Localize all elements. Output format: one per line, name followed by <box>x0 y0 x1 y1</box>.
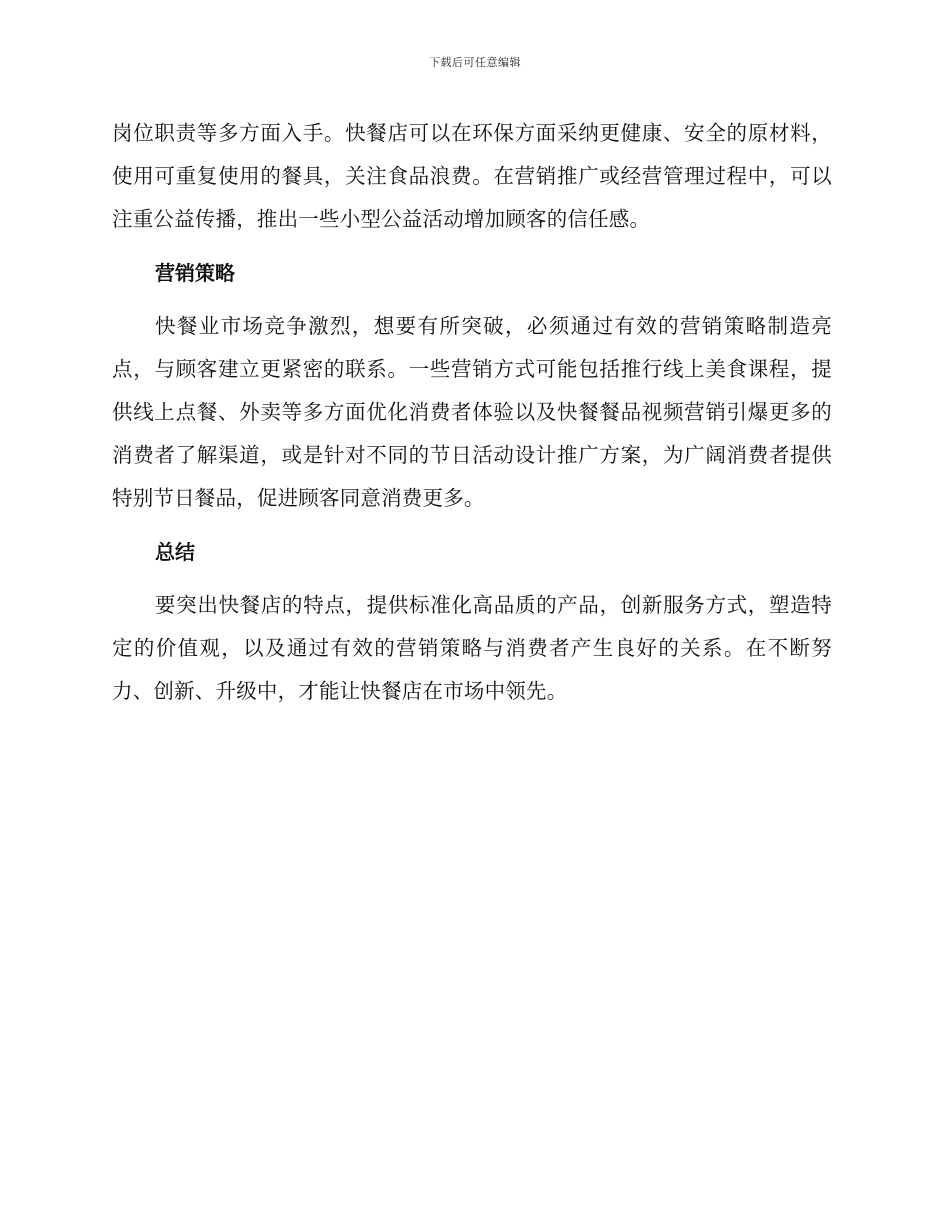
section-heading-summary: 总结 <box>155 540 195 564</box>
header-note: 下载后可任意编辑 <box>429 56 521 69</box>
paragraph-continued: 岗位职责等多方面入手。快餐店可以在环保方面采纳更健康、安全的原材料，使用可重复使用的餐具，关注食品浪费。在营销推广或经营管理过程中，可以注重公益传播，推出一些小型公益活动增加顾客的信任感。 <box>112 121 832 231</box>
paragraph-marketing: 快餐业市场竞争激烈，想要有所突破，必须通过有效的营销策略制造亮点，与顾客建立更紧密的联系。一些营销方式可能包括推行线上美食课程，提供线上点餐、外卖等多方面优化消费者体验以及快餐餐品视频营销引爆更多的消费者了解渠道，或是针对不同的节日活动设计推广方案，为广阔消费者提供特别节日餐品，促进顾客同意消费更多。 <box>112 314 832 510</box>
section-heading-marketing: 营销策略 <box>155 261 235 285</box>
document-content <box>112 112 832 713</box>
paragraph-summary: 要突出快餐店的特点，提供标准化高品质的产品，创新服务方式，塑造特定的价值观，以及通过有效的营销策略与消费者产生良好的关系。在不断努力、创新、升级中，才能让快餐店在市场中领先。 <box>112 593 832 703</box>
